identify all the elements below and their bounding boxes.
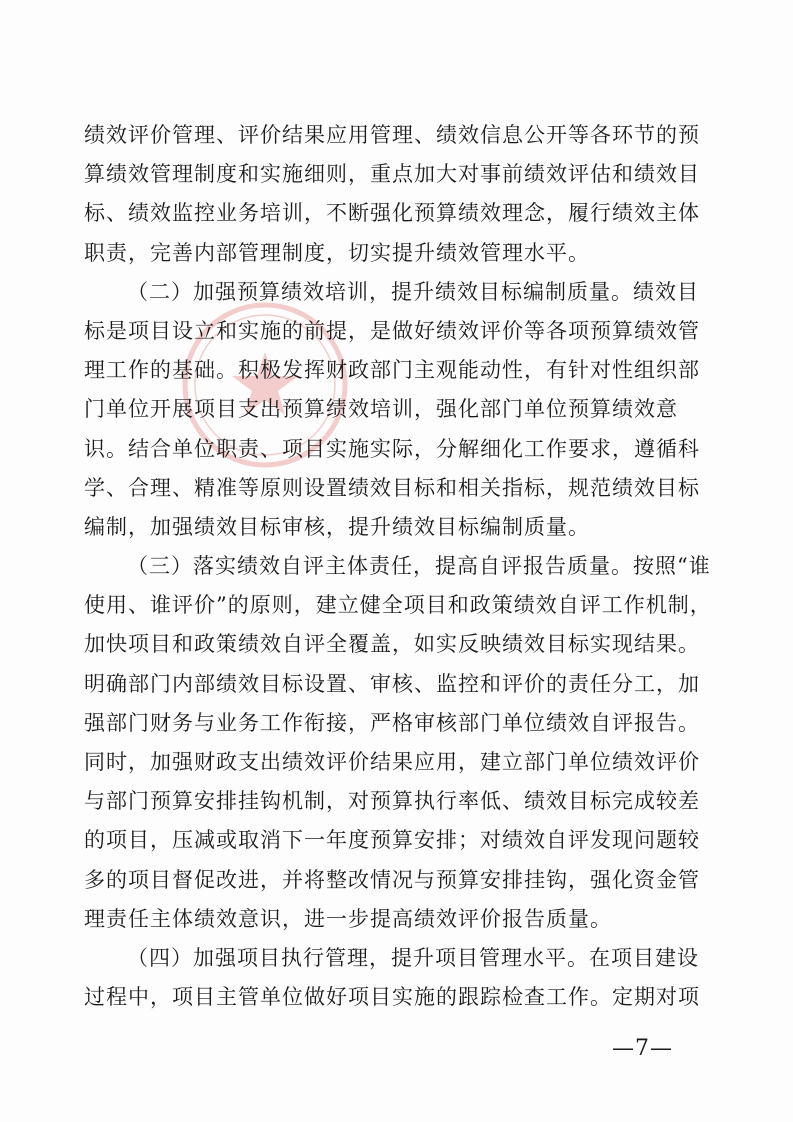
page-number: —7— xyxy=(612,1036,673,1061)
text-line: 理工作的基础。积极发挥财政部门主观能动性，有针对性组织部 xyxy=(84,358,700,383)
text-line: 加快项目和政策绩效自评全覆盖，如实反映绩效目标实现结果。 xyxy=(84,632,700,657)
text-line: 算绩效管理制度和实施细则，重点加大对事前绩效评估和绩效目 xyxy=(84,162,700,187)
text-line: 理责任主体绩效意识，进一步提高绩效评价报告质量。 xyxy=(84,906,612,931)
section-heading-line: （三）落实绩效自评主体责任，提高自评报告质量。按照“谁 xyxy=(127,554,711,579)
text-line: 使用、谁评价”的原则，建立健全项目和政策绩效自评工作机制， xyxy=(84,593,712,618)
text-line: 识。结合单位职责、项目实施实际，分解细化工作要求，遵循科 xyxy=(84,436,700,461)
text-line: 门单位开展项目支出预算绩效培训，强化部门单位预算绩效意 xyxy=(84,397,678,422)
text-line: 的项目，压减或取消下一年度预算安排；对绩效自评发现问题较 xyxy=(84,828,700,853)
text-line: 学、合理、精准等原则设置绩效目标和相关指标，规范绩效目标 xyxy=(84,475,700,500)
text-line: 多的项目督促改进，并将整改情况与预算安排挂钩，强化资金管 xyxy=(84,867,700,892)
section-heading-line: （二）加强预算绩效培训，提升绩效目标编制质量。绩效目 xyxy=(127,279,699,304)
text-line: 过程中，项目主管单位做好项目实施的跟踪检查工作。定期对项 xyxy=(84,985,700,1010)
text-line: 与部门预算安排挂钩机制，对预算执行率低、绩效目标完成较差 xyxy=(84,789,700,814)
text-line: 编制，加强绩效目标审核，提升绩效目标编制质量。 xyxy=(84,514,590,539)
text-line: 标是项目设立和实施的前提，是做好绩效评价等各项预算绩效管 xyxy=(84,318,700,343)
text-line: 同时，加强财政支出绩效评价结果应用，建立部门单位绩效评价 xyxy=(84,750,700,774)
text-line: 绩效评价管理、评价结果应用管理、绩效信息公开等各环节的预 xyxy=(84,123,700,147)
text-line: 强部门财务与业务工作衔接，严格审核部门单位绩效自评报告。 xyxy=(84,710,700,735)
text-line: 明确部门内部绩效目标设置、审核、监控和评价的责任分工，加 xyxy=(84,671,700,696)
text-line: 职责，完善内部管理制度，切实提升绩效管理水平。 xyxy=(84,240,590,265)
section-heading-line: （四）加强项目执行管理，提升项目管理水平。在项目建设 xyxy=(127,945,699,970)
body-text xyxy=(84,116,714,1017)
text-line: 标、绩效监控业务培训，不断强化预算绩效理念，履行绩效主体 xyxy=(84,201,700,226)
